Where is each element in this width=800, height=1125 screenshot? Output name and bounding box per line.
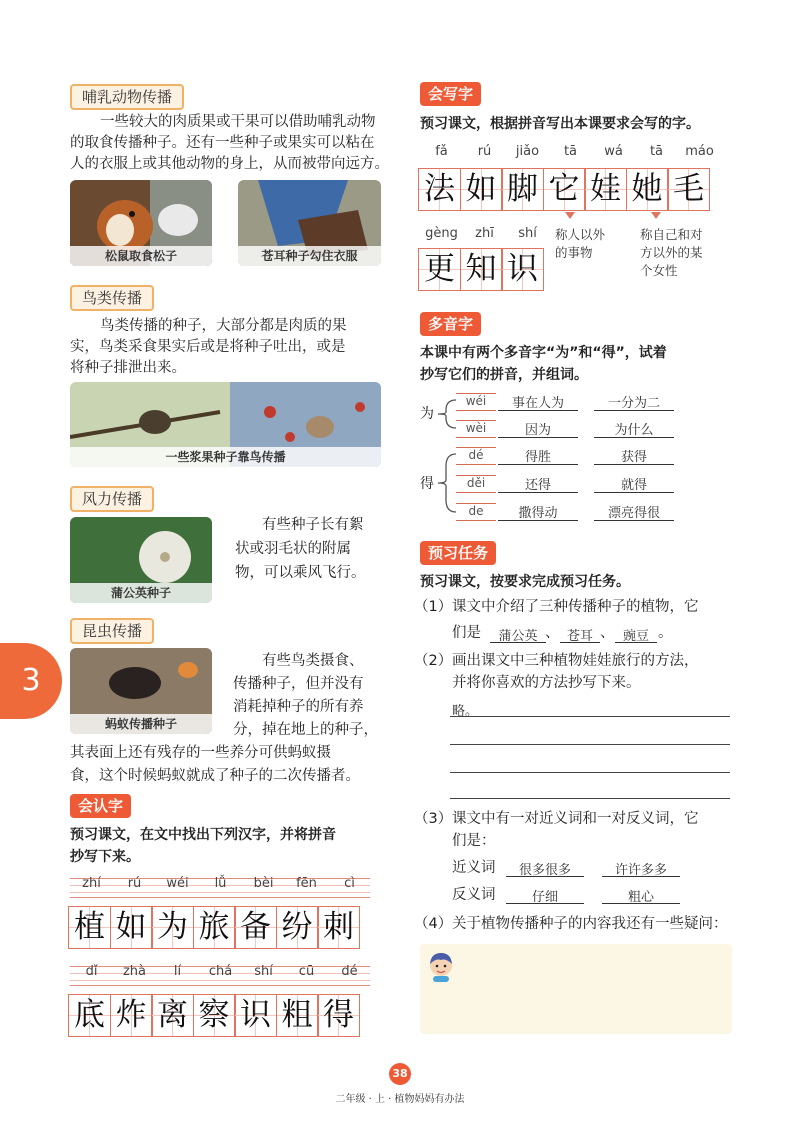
burr-caption: 苍耳种子勾住衣服 (238, 246, 381, 266)
squirrel-caption: 松鼠取食松子 (70, 246, 212, 266)
wind-line-1: 有些种子长有絮 (262, 517, 364, 533)
underline (615, 642, 657, 643)
pointer-arrow-icon (651, 212, 661, 219)
underline (498, 520, 578, 521)
antonym-2: 粗心 (627, 890, 654, 905)
mammal-line-3: 人的衣服上或其他动物的身上，从而被带向远方。 (70, 156, 389, 172)
write-pinyin-row-1 (420, 144, 721, 166)
q1-answer-2: 苍耳 (566, 629, 593, 644)
writing-line (450, 772, 730, 773)
insect-line-3: 消耗掉种子的所有养 (233, 699, 364, 715)
pinyin: lí (173, 964, 182, 979)
bird-photo (70, 382, 381, 467)
underline (498, 464, 578, 465)
section-title-wind: 风力传播 (70, 486, 154, 512)
section-title-bird: 鸟类传播 (70, 285, 154, 311)
insect-line-6: 食，这个时候蚂蚁就成了种子的二次传播者。 (70, 768, 360, 784)
char-box: 毛 (667, 168, 710, 211)
insect-line-5: 其表面上还有残存的一些养分可供蚂蚁摄 (70, 745, 331, 761)
char-box: 备 (234, 906, 277, 949)
pinyin: rú (477, 144, 492, 159)
wind-line-2: 状或羽毛状的附属 (235, 541, 351, 557)
de-pinyin-1: dé (456, 447, 496, 465)
char-box: 她 (626, 168, 669, 211)
pinyin: tā (563, 144, 578, 159)
char-box: 如 (460, 168, 503, 211)
pinyin: chá (208, 964, 233, 979)
pinyin: zhí (82, 876, 101, 891)
question-box[interactable] (420, 944, 732, 1034)
antonym-label: 反义词 (452, 887, 496, 903)
note-ta-it: 称人以外 的事物 (555, 227, 606, 260)
underline (560, 642, 600, 643)
tag-preview-task: 预习任务 (420, 541, 496, 565)
write-pinyin-row-2 (420, 226, 549, 248)
underline (594, 492, 674, 493)
write-instruction: 预习课文，根据拼音写出本课要求会写的字。 (420, 116, 700, 132)
burr-photo (238, 180, 381, 266)
q1-answer-1: 蒲公英 (498, 629, 538, 644)
pinyin: wá (604, 144, 623, 159)
char-box: 如 (110, 906, 153, 949)
recognize-instruction-1: 预习课文，在文中找出下列汉字，并将拼音 (70, 827, 336, 843)
underline (594, 520, 674, 521)
synonym-1: 很多很多 (518, 863, 571, 878)
de-bracket-icon (434, 448, 458, 518)
wei-word-4: 为什么 (614, 423, 654, 438)
de-word-2: 获得 (620, 450, 647, 465)
writing-line (450, 716, 730, 717)
char-box: 脚 (501, 168, 544, 211)
pinyin: shí (518, 226, 537, 241)
q3-num: （3） (414, 811, 453, 827)
q1-text: 课文中介绍了三种传播种子的植物，它 (452, 599, 699, 615)
char-box: 粗 (276, 994, 319, 1037)
underline (594, 410, 674, 411)
child-avatar-icon (428, 952, 454, 982)
underline (602, 876, 680, 877)
recognize-pinyin-row-2 (70, 964, 371, 986)
q1-sep-2: 、 (600, 625, 615, 641)
wei-bracket-icon (434, 394, 458, 434)
pinyin: gèng (425, 226, 458, 241)
q1-answer-3: 豌豆 (622, 629, 649, 644)
char-box: 法 (418, 168, 461, 211)
q1-cont: 们是 (452, 625, 481, 641)
de-word-3: 还得 (524, 478, 551, 493)
tag-recognize: 会认字 (70, 794, 131, 818)
underline (490, 642, 546, 643)
pinyin: zhà (122, 964, 147, 979)
underline (506, 903, 584, 904)
writing-line (450, 798, 730, 799)
section-title-mammal: 哺乳动物传播 (70, 84, 184, 110)
task-instruction: 预习课文，按要求完成预习任务。 (420, 574, 630, 590)
char-box: 炸 (110, 994, 153, 1037)
wei-pinyin-2: wèi (456, 420, 496, 438)
ant-caption: 蚂蚁传播种子 (70, 714, 212, 734)
char-box: 它 (543, 168, 586, 211)
q2-answer: 略。 (452, 704, 479, 719)
pinyin: fēn (296, 876, 317, 891)
antonym-1: 仔细 (531, 890, 558, 905)
pinyin: dǐ (85, 964, 98, 979)
poly-char-wei: 为 (420, 406, 434, 422)
ant-photo (70, 648, 212, 734)
char-box: 识 (501, 248, 544, 291)
pinyin: shí (254, 964, 273, 979)
underline (602, 903, 680, 904)
q4-num: （4） (414, 916, 453, 932)
poly-instruction-2: 抄写它们的拼音，并组词。 (420, 367, 588, 383)
char-box: 察 (193, 994, 236, 1037)
pinyin: lǚ (214, 876, 227, 891)
bird-line-2: 实，鸟类采食果实后或是将种子吐出，或是 (70, 339, 346, 355)
q2-text-2: 并将你喜欢的方法抄写下来。 (452, 675, 641, 691)
squirrel-photo (70, 180, 212, 266)
char-box: 离 (151, 994, 194, 1037)
wei-word-2: 一分为二 (607, 396, 660, 411)
pinyin: cì (344, 876, 355, 891)
underline (498, 437, 578, 438)
char-box: 植 (68, 906, 111, 949)
note-ta-she: 称自己和对 方以外的某 个女性 (640, 227, 703, 278)
page-footer: 二年级 · 上 · 植物妈妈有办法 (335, 1094, 465, 1105)
pinyin: bèi (253, 876, 274, 891)
q1-num: （1） (414, 599, 453, 615)
mammal-line-2: 的取食传播种子。还有一些种子或果实可以粘在 (70, 135, 375, 151)
mammal-line-1: 一些较大的肉质果或干果可以借助哺乳动物 (100, 114, 376, 130)
q3-text-1: 课文中有一对近义词和一对反义词，它 (452, 811, 699, 827)
char-box: 为 (151, 906, 194, 949)
recognize-char-row-2 (68, 994, 359, 1037)
q4-text: 关于植物传播种子的内容我还有一些疑问： (452, 916, 728, 932)
wei-word-3: 因为 (524, 423, 551, 438)
dandelion-photo (70, 517, 212, 603)
char-box: 刺 (317, 906, 360, 949)
tag-polyphonic: 多音字 (420, 312, 481, 336)
pinyin: zhī (475, 226, 494, 241)
q1-sep-1: 、 (545, 625, 560, 641)
recognize-pinyin-row-1 (70, 876, 371, 898)
poly-char-de: 得 (420, 476, 434, 492)
de-word-5: 撒得动 (518, 506, 558, 521)
bird-line-3: 将种子排泄出来。 (70, 360, 186, 376)
char-box: 识 (234, 994, 277, 1037)
underline (594, 464, 674, 465)
de-word-1: 得胜 (524, 450, 551, 465)
pinyin: fǎ (435, 144, 448, 159)
underline (498, 410, 578, 411)
char-box: 知 (460, 248, 503, 291)
underline (594, 437, 674, 438)
de-word-4: 就得 (620, 478, 647, 493)
synonym-2: 许许多多 (614, 863, 667, 878)
write-char-row-1 (418, 168, 709, 211)
wind-line-3: 物，可以乘风飞行。 (235, 565, 366, 581)
char-box: 纷 (276, 906, 319, 949)
page-number: 38 (389, 1063, 411, 1085)
insect-line-1: 有些鸟类摄食、 (262, 653, 364, 669)
tag-write: 会写字 (420, 82, 481, 106)
wei-word-1: 事在人为 (511, 396, 564, 411)
underline (506, 876, 584, 877)
pointer-arrow-icon (565, 212, 575, 219)
char-box: 底 (68, 994, 111, 1037)
pinyin: rú (127, 876, 142, 891)
char-box: 娃 (584, 168, 627, 211)
section-title-insect: 昆虫传播 (70, 618, 154, 644)
q1-end: 。 (658, 625, 673, 641)
q3-text-2: 们是： (452, 833, 496, 849)
unit-number-tab: 3 (0, 643, 62, 719)
q2-text-1: 画出课文中三种植物娃娃旅行的方法， (452, 653, 699, 669)
pinyin: wéi (166, 876, 189, 891)
pinyin: tā (649, 144, 664, 159)
insect-line-2: 传播种子，但并没有 (233, 676, 364, 692)
pinyin: jiǎo (515, 144, 540, 159)
pinyin: cū (298, 964, 315, 979)
char-box: 得 (317, 994, 360, 1037)
de-word-6: 漂亮得很 (607, 506, 660, 521)
writing-line (450, 744, 730, 745)
write-char-row-2 (418, 248, 543, 291)
poly-instruction-1: 本课中有两个多音字“为”和“得”，试着 (420, 345, 667, 361)
wei-pinyin-1: wéi (456, 393, 496, 411)
dandelion-caption: 蒲公英种子 (70, 583, 212, 603)
synonym-label: 近义词 (452, 860, 496, 876)
bird-caption: 一些浆果种子靠鸟传播 (70, 447, 381, 467)
pinyin: dé (341, 964, 358, 979)
recognize-instruction-2: 抄写下来。 (70, 849, 140, 865)
underline (498, 492, 578, 493)
bird-line-1: 鸟类传播的种子，大部分都是肉质的果 (100, 318, 347, 334)
char-box: 更 (418, 248, 461, 291)
pinyin: máo (685, 144, 714, 159)
de-pinyin-3: de (456, 503, 496, 521)
char-box: 旅 (193, 906, 236, 949)
recognize-char-row-1 (68, 906, 359, 949)
insect-line-4: 分，掉在地上的种子， (233, 722, 378, 738)
q2-num: （2） (414, 653, 453, 669)
de-pinyin-2: děi (456, 475, 496, 493)
